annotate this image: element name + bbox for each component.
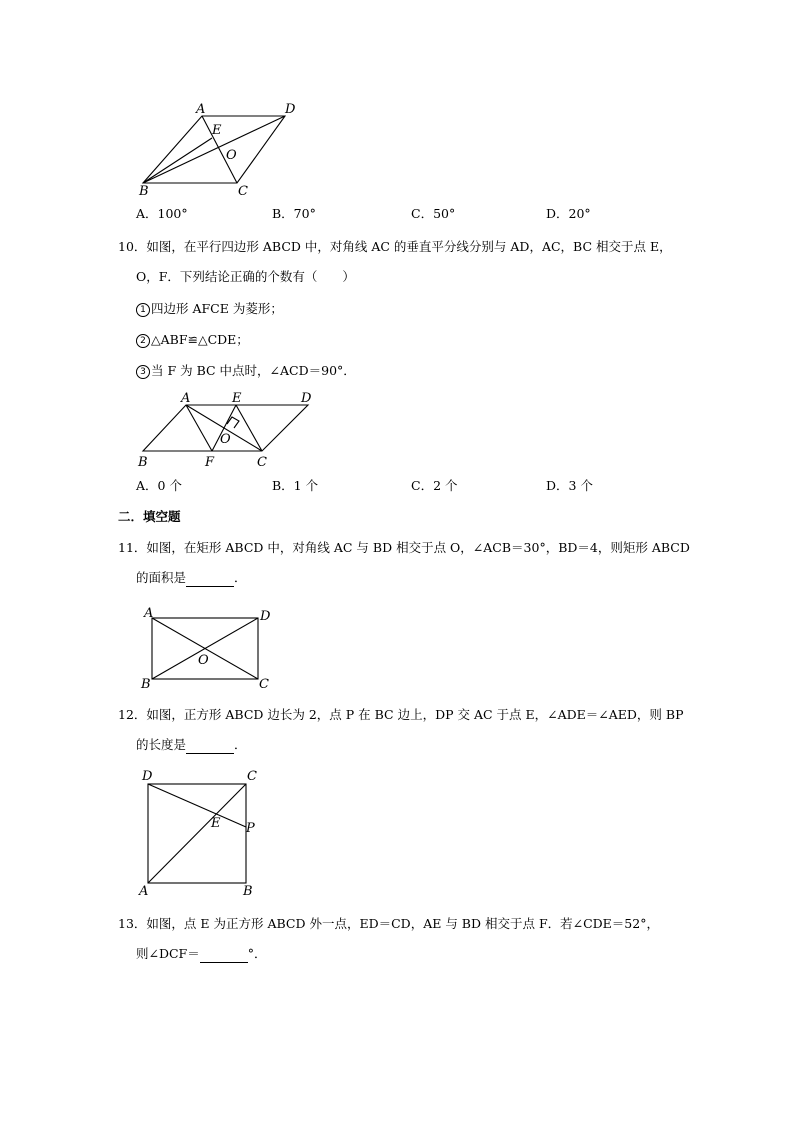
q10-statement-3-text: 当 F 为 BC 中点时，∠ACD＝90°． [151,363,356,378]
q12-square-figure [138,765,268,900]
q10-stem-line2: O，F．下列结论正确的个数有（ ） [136,269,355,284]
q10-label-e: E [232,391,242,406]
q10-option-c: C．2 个 [411,478,458,493]
q10-label-f: F [205,455,215,470]
q12-label-c: C [247,769,257,784]
q10-statement-2-text: △ABF≌△CDE； [151,332,249,347]
q10-statement-3 [136,363,356,379]
q10-option-b: B．1 个 [272,478,319,493]
q10-label-d: D [301,391,312,406]
q11-answer-blank[interactable] [186,570,234,587]
q9-label-b: B [139,184,149,199]
q9-label-o: O [226,148,237,163]
q12-label-e: E [211,816,221,831]
section-fill-in-heading: 二．填空题 [118,509,181,524]
q12-label-b: B [243,884,253,899]
q11-label-c: C [259,677,269,692]
q10-option-d: D．3 个 [546,478,593,493]
q9-label-e: E [212,123,222,138]
q11-label-a: A [144,606,154,621]
q11-stem-suffix: ． [234,570,247,585]
q12-answer-blank[interactable] [186,737,234,754]
q10-circled-two: 2 [136,334,150,348]
q10-parallelogram-figure [135,388,325,473]
q12-label-d: D [142,769,153,784]
q12-stem-suffix: ． [234,737,247,752]
q12-label-p: P [246,821,255,836]
q9-option-a: A．100° [136,206,188,221]
q9-parallelogram-figure [135,98,305,198]
q11-stem-line1: 11．如图，在矩形 ABCD 中，对角线 AC 与 BD 相交于点 O，∠ACB＝30°，BD＝4，则矩形 ABCD [118,540,690,555]
q10-option-a: A．0 个 [136,478,182,493]
q10-label-a: A [181,391,191,406]
q9-option-c: C．50° [411,206,456,221]
q12-stem-line2 [136,737,247,754]
q9-option-d: D．20° [546,206,591,221]
q12-label-a: A [139,884,149,899]
q13-stem-line2 [136,946,267,963]
q10-statement-2 [136,332,249,348]
q10-statement-1-text: 四边形 AFCE 为菱形； [151,301,283,316]
q9-label-c: C [238,184,248,199]
q12-stem-prefix: 的长度是 [136,737,187,752]
q10-label-b: B [138,455,148,470]
q12-stem-line1: 12．如图，正方形 ABCD 边长为 2，点 P 在 BC 边上，DP 交 AC 于点 E，∠ADE＝∠AED，则 BP [118,707,684,722]
q9-option-b: B．70° [272,206,316,221]
q10-circled-one: 1 [136,303,150,317]
q10-label-c: C [257,455,267,470]
q11-rectangle-figure [138,603,278,691]
q9-label-d: D [285,102,296,117]
q13-stem-prefix: 则∠DCF＝ [136,946,200,961]
q10-statement-1 [136,301,283,317]
q13-stem-suffix: °． [247,946,267,961]
q11-stem-line2 [136,570,247,587]
q10-circled-three: 3 [136,365,150,379]
q11-label-o: O [198,653,209,668]
q10-stem-line1: 10．如图，在平行四边形 ABCD 中，对角线 AC 的垂直平分线分别与 AD，AC，BC 相交于点 E， [118,239,672,254]
q11-label-d: D [260,609,271,624]
q11-stem-prefix: 的面积是 [136,570,187,585]
q10-label-o: O [220,432,231,447]
q9-label-a: A [196,102,206,117]
q13-stem-line1: 13．如图，点 E 为正方形 ABCD 外一点，ED＝CD，AE 与 BD 相交于点 F．若∠CDE＝52°， [118,916,659,931]
q11-label-b: B [141,677,151,692]
q13-answer-blank[interactable] [200,946,248,963]
